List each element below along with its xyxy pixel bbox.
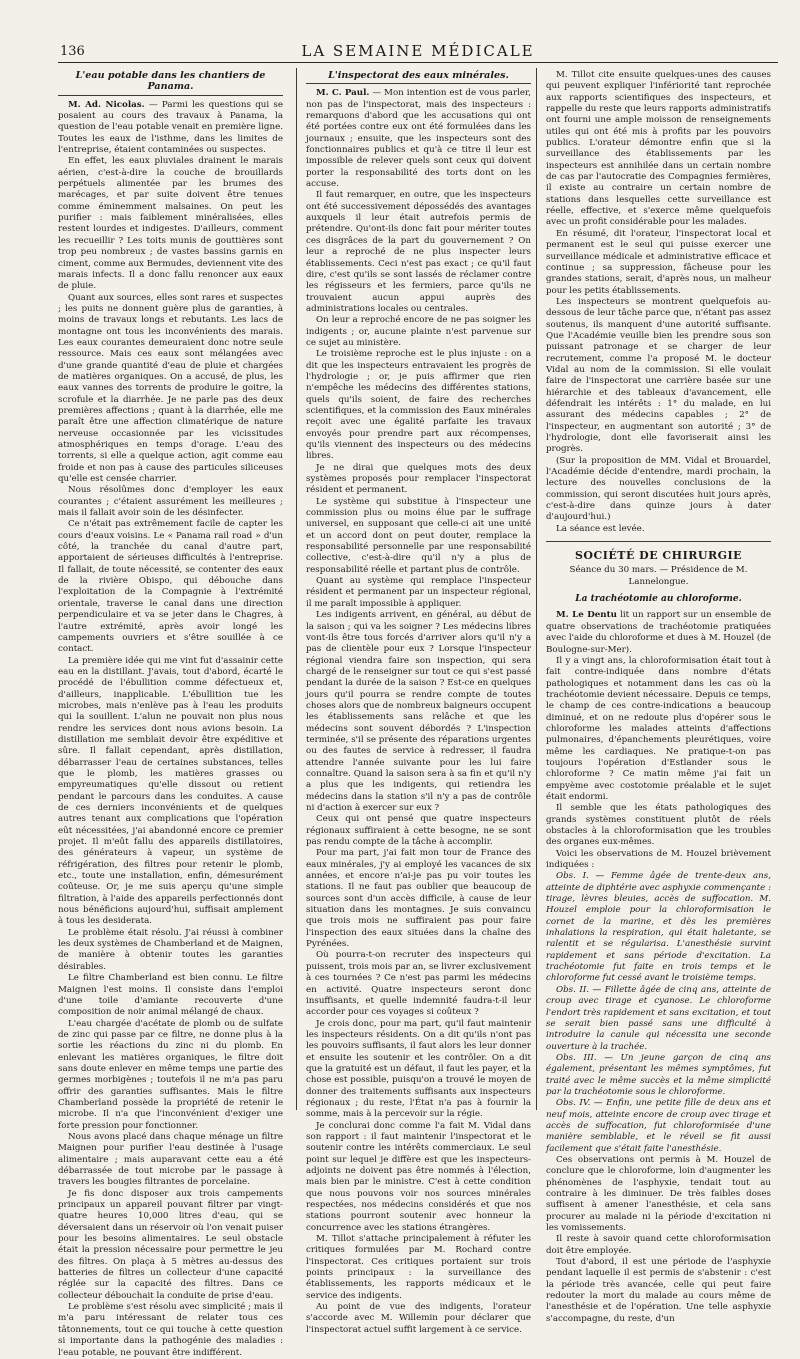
paragraph: M. C. Paul. — Mon intention est de vous parler, non pas de l'inspectorat, mais des inspecteurs : remarquons d'abord que les accusations qui ont été portées contre eux ont été formulées dans les journaux ; ensuite, que les inspecteurs sont des fonctionnaires publics et qu'à ce titre il leur est impossible de relever quels sont ceux qui doivent porter la responsabilité des torts dont on les accuse. [306,88,532,190]
paragraph: Il faut remarquer, en outre, que les inspecteurs ont été successivement dépossédés des avantages auxquels il leur était autrefois permis de prétendre. Qu'ont-ils donc fait pour mériter toutes ces disgrâces de la part du gouvernement ? On leur a reproché de ne plus inspecter leurs établissements. Ceci n'est pas exact ; ce qu'il faut dire, c'est qu'ils se sont lassés de réclamer contre les régisseurs et les fermiers, parce qu'ils ne trouvaient aucun appui auprès des administrations locales ou centrales. [306,190,531,314]
column-1 [58,70,283,1358]
paragraph: Il reste à savoir quand cette chloroformisation doit être employée. [546,1234,771,1256]
paragraph: Nous résolûmes donc d'employer les eaux courantes ; c'étaient assurément les meilleures ; mais il fallait avoir soin de les désinfecter. [58,485,283,519]
column-rule [296,68,297,1110]
paragraph: Le troisième reproche est le plus injuste : on a dit que les inspecteurs entravaient les progrès de l'hydrologie ; or, je puis affirmer que rien n'empêche les médecins des différentes stations, quels qu'ils soient, de faire des recherches scientifiques, et la commission des Eaux minérales reçoit avec une égalité parfaite les travaux envoyés pour prendre part aux récompenses, qu'ils viennent des inspecteurs ou des médecins libres. [306,349,531,462]
paragraph: M. Ad. Nicolas. — Parmi les questions qui se posaient au cours des travaux à Panama, la question de l'eau potable venait en première ligne. Toutes les eaux de l'isthme, dans les limites de l'entreprise, étaient contaminées ou suspectes. [58,99,283,156]
column-2 [306,70,532,1335]
paragraph: Voici les observations de M. Houzel brièvement indiquées : [546,848,771,871]
paragraph: Tout d'abord, il est une période de l'asphyxie pendant laquelle il est permis de s'abstenir : c'est la période très avancée, celle qui peut faire redouter la mort du malade au cours même de l'anesthésie et de l'opération. Une telle asphyxie s'accompagne, du reste, d'un [546,1257,771,1324]
paragraph: Le problème s'est résolu avec simplicité ; mais il m'a paru intéressant de relater tous ces tâtonnements, tout ce qui touche à cette question si importante dans la pathogénie des maladies : l'eau potable, ne pouvant être indifférent. [58,1302,283,1358]
paragraph: Je crois donc, pour ma part, qu'il faut maintenir les inspecteurs résidents. On a dit qu'ils n'ont pas les pouvoirs suffisants, il faut alors les leur donner et ensuite les soutenir et les contrôler. On a dit que la gratuité est un défaut, il faut les payer, et la chose est possible, puisqu'on a trouvé le moyen de donner des traitements suffisants aux inspecteurs régionaux ; du reste, l'État n'a pas à fournir la somme, mais à la percevoir sur la régie. [306,1018,531,1120]
session-line: Séance du 30 mars. — Présidence de M. Lannelongue. [569,565,748,587]
paragraph: Les indigents arrivent, en général, au début de la saison ; qui va les soigner ? Les médecins libres vont-ils être tous forcés d'arriver alors qu'il n'y a pas de clientèle pour eux ? Lorsque l'inspecteur régional viendra faire son inspection, qui sera chargé de le renseigner sur tout ce qui s'est passé pendant la durée de la saison ? Est-ce en quelques jours qu'il pourra se rendre compte de toutes choses alors que de nombreux baigneurs occupent les établissements sans relâche et que les médecins sont souvent débordés ? L'inspection terminée, s'il se présente des réparations urgentes ou des fautes de service à redresser, il faudra attendre l'année suivante pour les lui faire connaître. Quand la saison sera à sa fin et qu'il n'y a plus que les indigents, qui retiendra les médecins dans la station s'il n'y a pas de contrôle ni d'action à exercer sur eux ? [306,610,531,813]
section-heading: SOCIÉTÉ DE CHIRURGIE [574,549,743,563]
paragraph: En effet, les eaux pluviales drainent le marais aérien, c'est-à-dire la couche de brouillards perpétuels alimentée par les brumes des marécages, et par suite doivent être tenues comme éminemment malsaines. On peut les purifier : mais faiblement minéralisées, elles restent lourdes et indigestes. D'ailleurs, comment les recueillir ? Les toits munis de gouttières sont trop peu nombreux ; de vastes bassins garnis en ciment, comme aux Bermudes, deviennent vite des marais infects. Il a donc fallu renoncer aux eaux de pluie. [58,156,283,292]
paragraph: Il semble que les états pathologiques des grands systèmes constituent plutôt de réels obstacles à la chloroformisation que les troubles des organes eux-mêmes. [546,803,771,848]
paragraph: Au point de vue des indigents, l'orateur s'accorde avec M. Willemin pour déclarer que l'inspectorat actuel suffit largement à ce service. [306,1302,531,1335]
observation-paragraph: Obs. II. — Fillette âgée de cinq ans, atteinte de croup avec tirage et cyanose. Le chloroforme l'endort très rapidement et sans excitation, et tout se serait bien passé sans une difficulté à introduire la canule qui nécessita une seconde ouverture à la trachée. [546,984,771,1052]
speaker-name: M. Le Dentu [556,610,617,621]
paragraph: Je conclurai donc comme l'a fait M. Vidal dans son rapport : il faut maintenir l'inspectorat et le soutenir contre les intérêts commerciaux. Le seul point sur lequel je diffère est que les inspecteurs-adjoints ne doivent pas être nommés à l'élection, mais bien par le ministre. C'est à cette condition que nous pouvons voir nos sources minérales respectées, nos médecins considérés et que nos stations pourront soutenir avec honneur la concurrence avec les stations étrangères. [306,1120,531,1233]
paragraph: M. Tillot cite ensuite quelques-unes des causes qui peuvent expliquer l'infériorité tant reprochée aux rapports scientifiques des inspecteurs, et rappelle du reste que leurs rapports administratifs ont fourni une ample moisson de renseignements utiles qui ont été mis à profits par les pouvoirs publics. L'orateur démontre enfin que si la surveillance des établissements par les inspecteurs est annihilée dans un certain nombre de cas par l'autocratie des Compagnies fermières, il existe au contraire un certain nombre de stations dans lesquelles cette surveillance est réelle, effective, et s'exerce même quelquefois avec un profit considérable pour les malades. [546,70,771,228]
paragraph: Pour ma part, j'ai fait mon tour de France des eaux minérales, j'y ai employé les vacances de six années, et encore n'ai-je pas pu voir toutes les stations. Il ne faut pas oublier que beaucoup de sources sont d'un accès difficile, à cause de leur situation dans les montagnes. Je suis convaincu que trois mois ne suffiraient pas pour faire l'inspection des eaux situées dans la chaîne des Pyrénées. [306,848,531,950]
paragraph: (Sur la proposition de MM. Vidal et Brouardel, l'Académie décide d'entendre, mardi prochain, la lecture des nouvelles conclusions de la commission, qui seront discutées huit jours après, c'est-à-dire dans quinze jours à dater d'aujourd'hui.) [546,455,771,523]
running-head: LA SEMAINE MÉDICALE [301,42,535,60]
observation-paragraph: Obs. I. — Femme âgée de trente-deux ans, atteinte de diphtérie avec asphyxie commençante : tirage, lèvres bleuies, accès de suffocation. M. Houzel emploie pour la chloroformisation le cornet de la marine, et dès les premières inhalations la respiration, qui était haletante, se ralentit et se régularisa. L'anesthésie survint rapidement et sans période d'excitation. La trachéotomie fut faite en trois temps et le chloroforme fut cessé avant le troisième temps. [546,871,771,984]
speaker-name: M. C. Paul. [316,88,370,99]
column-rule [536,68,537,1110]
paragraph: Nous avons placé dans chaque ménage un filtre Maignen pour purifier l'eau destinée à l'usage alimentaire ; mais auparavant cette eau a été débarrassée de tout microbe par le passage à travers les bougies filtrantes de porcelaine. [58,1131,283,1188]
paragraph: M. Le Dentu lit un rapport sur un ensemble de quatre observations de trachéotomie pratiquées avec l'aide du chloroforme et dues à M. Houzel (de Boulogne-sur-Mer). [546,610,771,655]
paragraph: Les inspecteurs se montrent quelquefois au-dessous de leur tâche parce que, n'étant pas assez soutenus, ils manquent d'une autorité suffisante. Que l'Académie veuille bien les prendre sous son puissant patronage et se charger de leur recrutement, comme l'a proposé M. le docteur Vidal au nom de la commission. Si elle voulait faire de l'inspectorat une carrière basée sur une hiérarchie et des tableaux d'avancement, elle défendrait les intérêts : 1° du malade, en lui assurant des médecins capables ; 2° de l'inspecteur, en augmentant son autorité ; 3° de l'hydrologie, dont elle favoriserait ainsi les progrès. [546,296,771,455]
paragraph: Le système qui substitue à l'inspecteur une commission plus ou moins élue par le suffrage universel, en supposant que celle-ci ait une unité et un accord dont on peut douter, remplace la responsabilité personnelle par une responsabilité collective, c'est-à-dire qu'il n'y a plus de responsabilité réelle et partant plus de contrôle. [306,496,531,575]
paragraph: L'eau chargée d'acétate de plomb ou de sulfate de zinc qui passe par ce filtre, ne donne plus à la sortie les réactions du zinc ni du plomb. En enlevant les matières organiques, le filtre doit sans doute enlever en même temps une partie des germes morbigènes ; toutefois il ne m'a pas paru offrir des garanties suffisantes. Mais le filtre Chamberland possède la propriété de retenir le microbe. Il n'a que l'inconvénient d'exiger une forte pression pour fonctionner. [58,1018,283,1131]
page-number: 136 [60,44,85,59]
observation-paragraph: Obs. IV. — Enfin, une petite fille de deux ans et neuf mois, atteinte encore de croup avec tirage et accès de suffocation, fut chloroformisée d'une manière semblable, et le réveil se fit aussi facilement que s'était faite l'anesthésie. [546,1098,771,1154]
paragraph: Je fis donc disposer aux trois campements principaux un appareil pouvant filtrer par vingt-quatre heures 10,000 litres d'eau, qui se déversaient dans un réservoir où l'on venait puiser pour les besoins alimentaires. Le seul obstacle était la pression nécessaire pour permettre le jeu des filtres. On plaça à 5 mètres au-dessus des batteries de filtres un collecteur d'une capacité réglée sur la capacité des filtres. Dans ce collecteur débouchait la conduite de prise d'eau. [58,1188,283,1301]
paragraph: Ce n'était pas extrêmement facile de capter les cours d'eaux voisins. Le « Panama rail road » d'un côté, la tranchée du canal d'autre part, apportaient de sérieuses difficultés à l'entreprise. Il fallait, de toute nécessité, se contenter des eaux de la rivière Obispo, qui débouche dans l'exploitation de la Compagnie à l'extrémité orientale, traverse le canal dans une direction perpendiculaire et va se jeter dans le Chagres, à l'autre extrémité, après avoir longé les campements ouvriers et s'être souillée à ce contact. [58,519,283,655]
paragraph: Quant aux sources, elles sont rares et suspectes ; les puits ne donnent guère plus de garanties, à moins de travaux longs et rebutants. Les lacs de montagne ont tous les inconvénients des marais. Les eaux courantes demeuraient donc notre seule ressource. Mais ces eaux sont mélangées avec d'une grande quantité d'eau de pluie et chargées de matières organiques. On a accusé, de plus, les eaux vannes des torrents de produire le goitre, la scrofule et la diarrhée. Je ne parle pas des deux premières affections ; quant à la diarrhée, elle me paraît être une affection climatérique de nature nerveuse occasionnée par les vicissitudes atmosphériques en temps d'orage. L'eau des torrents, si elle a quelque action, agit comme eau froide et non pas à cause des particules siliceuses qu'elle est censée charrier. [58,292,283,485]
section-divider [546,541,771,542]
page-header [58,40,778,63]
paragraph: La première idée qui me vint fut d'assainir cette eau en la distillant. J'avais, tout d'abord, écarté le procédé de l'ébullition comme défectueux et, d'ailleurs, inapplicable. L'ébullition tue les microbes, mais n'enlève pas à l'eau les produits qui la souillent. L'alun ne pouvait non plus nous rendre les services dont nous avions besoin. La distillation me semblait devoir être expéditive et sûre. Il fallait cependant, après distillation, débarrasser l'eau de certaines substances, telles que le plomb, les matières grasses ou empyreumatiques qu'elle dissout ou retient pendant le parcours dans les conduites. A cause de ces derniers inconvénients et de quelques autres tenant aux complications que l'opération eût nécessitées, j'ai abandonné encore ce premier projet. Il m'eût fallu des appareils distillatoires, des générateurs à vapeur, un système de réfrigération, des filtres pour retenir le plomb, etc., toute une installation, enfin, démesurément coûteuse. Or, je me suis aperçu qu'une simple filtration, à l'aide des appareils perfectionnés dont nous bénéficions aujourd'hui, suffisait amplement à tous les desiderata. [58,655,283,927]
article-subtitle: La trachéotomie au chloroforme. [575,594,742,605]
paragraph: Ces observations ont permis à M. Houzel de conclure que le chloroforme, loin d'augmenter les phénomènes de l'asphyxie, tendait tout au contraire à les diminuer. De très faibles doses suffisent à amener l'anesthésie, et cela sans procurer au malade ni la période d'excitation ni les vomissements. [546,1154,771,1234]
article-title: L'inspectorat des eaux minérales. [306,70,531,84]
paragraph: M. Tillot s'attache principalement à réfuter les critiques formulées par M. Rochard contre l'inspectorat. Ces critiques portaient sur trois points principaux : la surveillance des établissements, les rapports médicaux et le service des indigents. [306,1234,531,1301]
paragraph: Le filtre Chamberland est bien connu. Le filtre Maignen l'est moins. Il consiste dans l'emploi d'une toile d'amiante recouverte d'une composition de noir animal mélangé de chaux. [58,973,283,1018]
paragraph: Il y a vingt ans, la chloroformisation était tout à fait contre-indiquée dans nombre d'états pathologiques et notamment dans les cas où la trachéotomie devient nécessaire. Depuis ce temps, le champ de ces contre-indications a beaucoup diminué, et on ne redoute plus d'opérer sous le chloroforme les malades atteints d'affections pulmonaires, d'épanchements pleurétiques, voire même les cardiaques. Ne pratique-t-on pas toujours l'opération d'Estlander sous le chloroforme ? Ce matin même j'ai fait un empyème avec costotomie préalable et le sujet était endormi. [546,655,771,802]
paragraph: Je ne dirai que quelques mots des deux systèmes proposés pour remplacer l'inspectorat résident et permanent. [306,462,531,496]
paragraph: Où pourra-t-on recruter des inspecteurs qui puissent, trois mois par an, se livrer exclusivement à ces tournées ? Ce n'est pas parmi les médecins en activité. Quatre inspecteurs seront donc insuffisants, et quelle indemnité faudra-t-il leur accorder pour ces voyages si coûteux ? [306,950,531,1018]
paragraph: Ceux qui ont pensé que quatre inspecteurs régionaux suffiraient à cette besogne, ne se sont pas rendu compte de la tâche à accomplir. [306,814,531,848]
paragraph: Quant au système qui remplace l'inspecteur résident et permanent par un inspecteur régional, il me paraît impossible à appliquer. [306,576,531,609]
paragraph: En résumé, dit l'orateur, l'inspectorat local et permanent est le seul qui puisse exercer une surveillance médicale et administrative efficace et continue ; sa suppression, fâcheuse pour les grandes stations, serait, d'après nous, un malheur pour les petits établissements. [546,228,771,296]
paragraph: On leur a reproché encore de ne pas soigner les indigents ; or, aucune plainte n'est parvenue sur ce sujet au ministère. [306,315,531,348]
paragraph: La séance est levée. [556,523,645,534]
column-3 [546,70,771,1324]
paragraph: Le problème était résolu. J'ai réussi à combiner les deux systèmes de Chamberland et de Maignen, de manière à obtenir toutes les garanties désirables. [58,927,283,972]
speaker-name: M. Ad. Nicolas. [68,99,145,110]
article-title: L'eau potable dans les chantiers de Panama. [58,70,283,96]
observation-paragraph: Obs. III. — Un jeune garçon de cinq ans également, présentant les mêmes symptômes, fut traité avec le même succès et la même simplicité par la trachéotomie sous le chloroforme. [546,1052,771,1097]
